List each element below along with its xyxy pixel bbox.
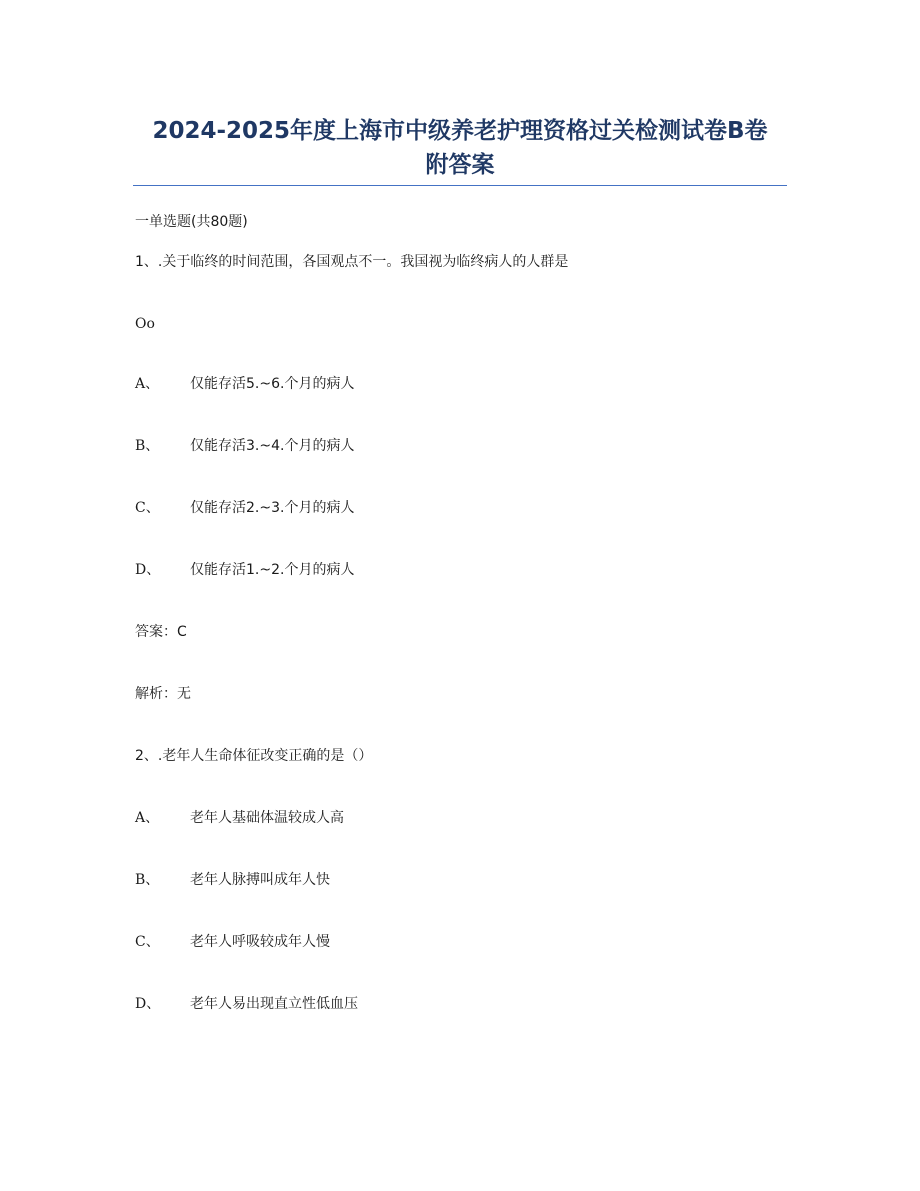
document-title — [133, 114, 787, 182]
option-text: 仅能存活2.~3.个月的病人 — [190, 500, 355, 516]
option-text: 仅能存活1.~2.个月的病人 — [190, 562, 355, 578]
option-letter: A、 — [135, 810, 160, 826]
answer-line: 答案：C — [135, 624, 187, 640]
section-heading: 一单选题(共80题) — [135, 214, 248, 230]
question-stem: 2、.老年人生命体征改变正确的是（） — [135, 748, 373, 764]
title-line-1: 2024-2025年度上海市中级养老护理资格过关检测试卷B卷 — [152, 118, 768, 144]
title-line-2: 附答案 — [425, 152, 495, 178]
option-text: 老年人基础体温较成人高 — [190, 810, 344, 826]
option-text: 老年人呼吸较成年人慢 — [190, 934, 330, 950]
option-text: 老年人脉搏叫成年人快 — [190, 872, 330, 888]
option-letter: B、 — [135, 872, 160, 888]
option-letter: D、 — [135, 562, 161, 578]
question-stem-tail: Oo — [135, 316, 155, 332]
option-letter: C、 — [135, 934, 160, 950]
title-divider — [133, 185, 787, 186]
option-letter: D、 — [135, 996, 161, 1012]
option-text: 老年人易出现直立性低血压 — [190, 996, 358, 1012]
question-stem: 1、.关于临终的时间范围，各国观点不一。我国视为临终病人的人群是 — [135, 254, 569, 270]
option-letter: B、 — [135, 438, 160, 454]
option-letter: C、 — [135, 500, 160, 516]
option-letter: A、 — [135, 376, 160, 392]
option-text: 仅能存活3.~4.个月的病人 — [190, 438, 355, 454]
analysis-line: 解析：无 — [135, 686, 191, 702]
option-text: 仅能存活5.~6.个月的病人 — [190, 376, 355, 392]
